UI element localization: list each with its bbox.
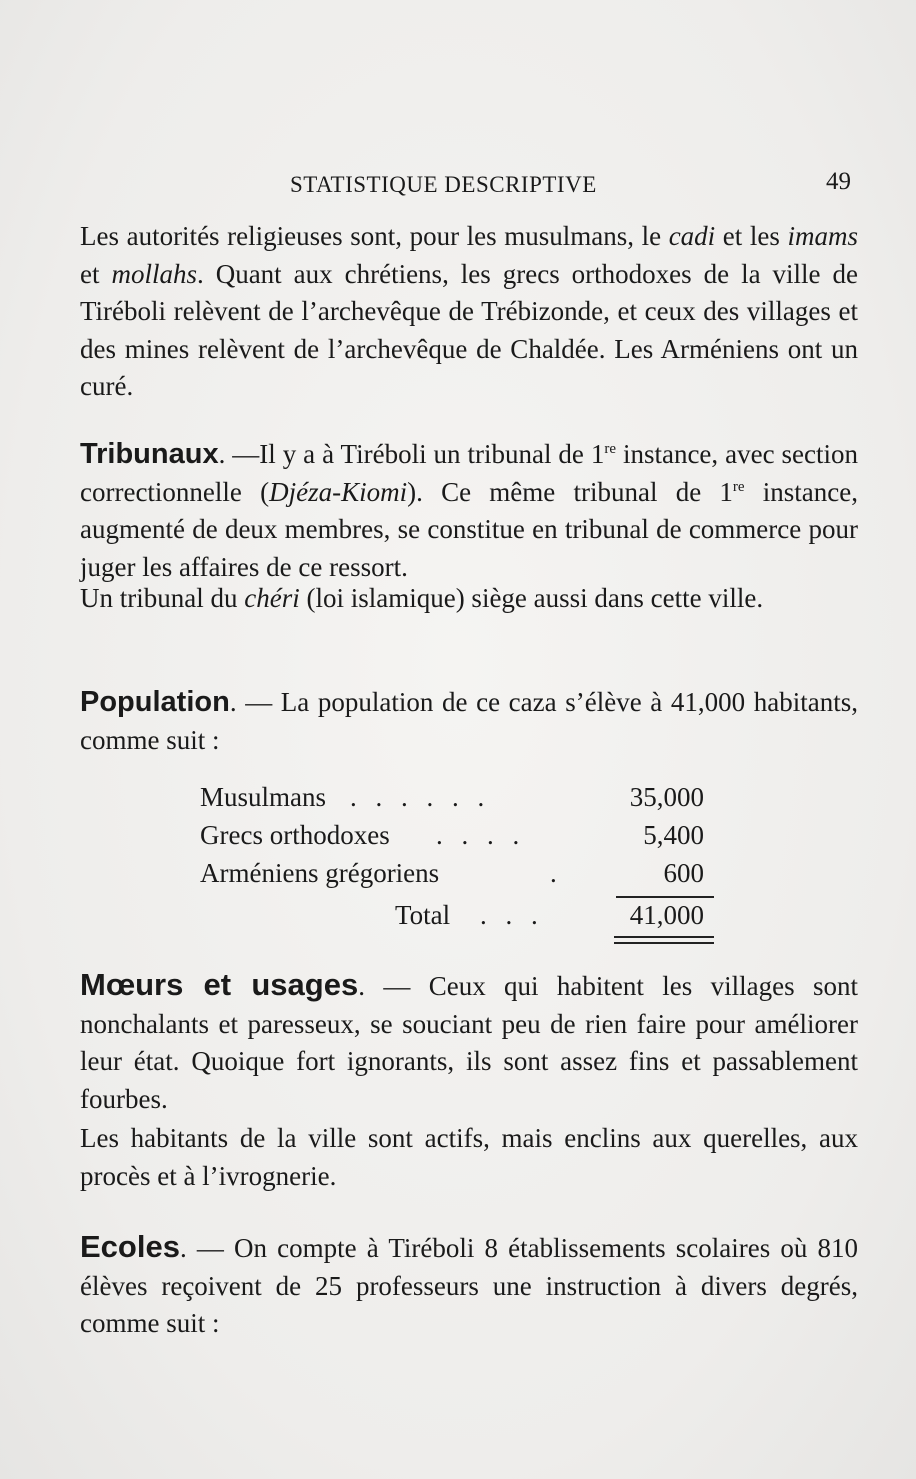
running-title: STATISTIQUE DESCRIPTIVE xyxy=(290,172,597,197)
superscript: re xyxy=(604,441,616,457)
row-value: 600 xyxy=(663,858,704,888)
paragraph-ecoles xyxy=(80,1228,858,1343)
text-run: et les xyxy=(715,221,788,251)
leader-dots: . . . xyxy=(480,900,544,930)
text-run: Les habitants de la ville sont actifs, mais enclins aux querelles, aux procès et à l’ivrognerie. xyxy=(80,1123,858,1191)
paragraph-tribunal-cheri xyxy=(80,580,858,618)
population-table xyxy=(200,782,720,938)
text-run: Un tribunal du xyxy=(80,583,245,613)
term-cadi: cadi xyxy=(668,221,716,251)
total-rule xyxy=(616,896,714,898)
paragraph-habitants-ville xyxy=(80,1120,858,1195)
row-value: 5,400 xyxy=(643,820,704,850)
leader-dots: . xyxy=(550,858,563,888)
section-title-moeurs: Mœurs et usages xyxy=(80,967,359,1002)
text-run: . Quant aux chrétiens, les grecs orthodoxes de la ville de Tiréboli relèvent de l’archevêque de Trébizonde, et ceux des villages et des mines relèvent de l’archevêque de Chaldée. Les Arméniens ont un curé. xyxy=(80,258,858,401)
total-label: Total xyxy=(395,900,451,930)
text-run: instance, augmenté de deux membres, se constitue en tribunal de commerce pour juger les affaires de ce ressort. xyxy=(80,476,858,582)
page-number: 49 xyxy=(826,168,851,195)
table-row xyxy=(200,820,720,858)
total-double-rule xyxy=(614,936,714,944)
text-run: . — La population de ce caza s’élève à 41,000 habitants, comme suit : xyxy=(80,687,858,755)
table-row xyxy=(200,782,720,820)
total-value: 41,000 xyxy=(629,900,704,930)
total-row xyxy=(200,900,720,938)
row-label: Arméniens grégoriens xyxy=(200,858,440,888)
text-run: et xyxy=(80,258,112,289)
running-header xyxy=(0,168,916,198)
text-run: instance, avec section correctionnelle ( xyxy=(80,439,858,507)
section-title-ecoles: Ecoles xyxy=(80,1229,180,1264)
paragraph-tribunaux xyxy=(80,436,858,586)
paragraph-population xyxy=(80,684,858,759)
leader-dots: . . . . xyxy=(436,820,526,850)
superscript: re xyxy=(732,478,745,495)
row-value: 35,000 xyxy=(629,782,704,812)
text-run: . — On compte à Tiréboli 8 établissements scolaires où 810 élèves reçoivent de 25 professeurs une instruction à divers degrés, comme suit : xyxy=(80,1233,858,1338)
section-title-population: Population xyxy=(80,686,230,718)
section-title-tribunaux: Tribunaux xyxy=(80,438,219,470)
table-row xyxy=(200,858,720,896)
paragraph-moeurs xyxy=(80,966,858,1118)
row-label: Musulmans xyxy=(200,782,327,812)
text-run: . — Ceux qui habitent les villages sont nonchalants et paresseux, se souciant peu de rien faire pour améliorer leur état. Quoique fort ignorants, ils sont assez fins et passablement fourbes. xyxy=(80,971,859,1114)
term-djeza-kiomi: Djéza-Kiomi xyxy=(269,476,408,507)
term-mollahs: mollahs xyxy=(111,258,197,289)
text-run: (loi islamique) siège aussi dans cette ville. xyxy=(299,583,764,613)
term-cheri: chéri xyxy=(244,583,300,613)
row-label: Grecs orthodoxes xyxy=(200,820,390,850)
paragraph-religion xyxy=(80,218,858,406)
text-run: Les autorités religieuses sont, pour les musulmans, le xyxy=(80,221,669,251)
text-run: . —Il y a à Tiréboli un tribunal de 1 xyxy=(218,439,605,469)
term-imams: imams xyxy=(787,221,858,251)
leader-dots: . . . . . . xyxy=(350,782,491,812)
text-run: ). Ce même tribunal de 1 xyxy=(407,476,733,507)
